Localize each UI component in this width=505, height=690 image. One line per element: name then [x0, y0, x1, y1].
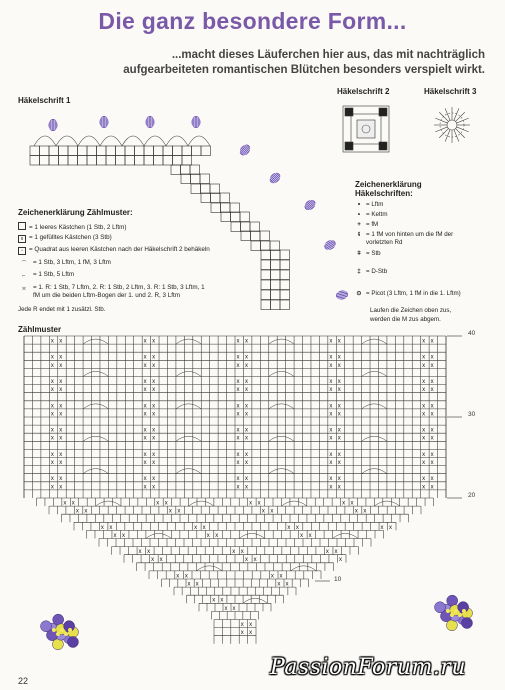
filled-box-mark: x — [236, 338, 240, 345]
haekelschrift-2-label: Häkelschrift 2 — [337, 87, 390, 96]
filled-box-mark: x — [240, 622, 244, 628]
filled-box-mark: x — [236, 387, 240, 394]
filled-box-mark: x — [152, 460, 156, 466]
arch-mark — [83, 436, 108, 441]
filled-box-mark: x — [422, 362, 426, 369]
filled-box-mark: x — [422, 484, 426, 491]
arch-mark — [176, 371, 201, 376]
arch-mark — [83, 339, 108, 344]
row-number-10: 10 — [334, 576, 342, 583]
arch-mark — [269, 339, 294, 344]
subtitle-line-2: aufgearbeiteten romantischen Blütchen besonders verspielt wirkt. — [123, 64, 485, 76]
arch-mark — [269, 371, 294, 376]
filled-box-mark: x — [244, 354, 248, 361]
filled-box-mark: x — [152, 435, 156, 442]
arch-mark — [176, 436, 201, 441]
haekelschrift-2-motif — [343, 106, 389, 152]
arch-mark — [291, 566, 317, 571]
filled-box-mark: x — [143, 379, 147, 385]
filled-box-mark: x — [244, 427, 248, 434]
filled-box-icon: x — [18, 235, 26, 243]
filled-box-mark: x — [389, 524, 393, 531]
arch-mark — [269, 469, 294, 474]
filled-box-mark: x — [59, 403, 63, 410]
filled-box-mark: x — [50, 354, 54, 361]
filled-box-mark: x — [152, 451, 156, 458]
filled-box-mark: x — [59, 379, 63, 385]
filled-box-mark: x — [59, 484, 63, 491]
flower-center — [52, 628, 56, 632]
flower-center — [458, 613, 462, 617]
filled-box-mark: x — [143, 460, 147, 466]
arch-mark — [176, 404, 201, 409]
arch-mark — [269, 436, 294, 441]
legend-item-square: ▫ = Quadrat aus leeren Kästchen nach der Häkelschrift 2 behäkeln — [18, 246, 210, 255]
filled-box-mark: x — [109, 524, 113, 531]
filled-box-mark: x — [249, 630, 253, 637]
legend-haekelschrift-title-1: Zeichenerklärung — [355, 180, 422, 189]
row-number-40: 40 — [468, 330, 476, 337]
filled-box-mark: x — [277, 581, 281, 588]
arch-mark — [176, 339, 201, 344]
filled-box-mark: x — [50, 451, 54, 458]
filled-box-mark: x — [236, 427, 240, 434]
filled-box-mark: x — [270, 508, 274, 515]
filled-box-mark: x — [350, 500, 354, 507]
filled-box-mark: x — [143, 451, 147, 458]
legend-fm-back-cont: vorletzten Rd — [366, 239, 403, 246]
legend-lftm: ∘ = Lftm — [352, 201, 383, 209]
filled-box-mark: x — [337, 362, 341, 369]
filled-box-mark: x — [59, 411, 63, 418]
flower-center — [462, 609, 466, 613]
filled-box-mark: x — [50, 362, 54, 369]
filled-box-mark: x — [84, 508, 88, 515]
filled-box-mark: x — [236, 354, 240, 361]
filled-box-mark: x — [143, 484, 147, 491]
filled-box-mark: x — [329, 451, 333, 458]
filled-box-mark: x — [244, 460, 248, 466]
filled-box-mark: x — [342, 500, 346, 507]
filled-box-mark: x — [249, 500, 253, 507]
filled-box-mark: x — [176, 573, 180, 580]
filled-box-mark: x — [50, 379, 54, 385]
filled-box-mark: x — [244, 484, 248, 491]
filled-box-mark: x — [143, 435, 147, 442]
filled-box-mark: x — [143, 403, 147, 410]
filled-box-mark: x — [59, 362, 63, 369]
filled-box-mark: x — [143, 476, 147, 483]
filled-box-mark: x — [380, 524, 384, 531]
filled-box-mark: x — [236, 403, 240, 410]
filled-box-mark: x — [195, 581, 199, 588]
filled-box-mark: x — [337, 379, 341, 385]
filled-box-mark: x — [279, 573, 283, 580]
filled-box-mark: x — [100, 524, 104, 531]
filled-box-mark: x — [430, 338, 434, 345]
filled-box-mark: x — [143, 427, 147, 434]
page-title: Die ganz besondere Form... — [98, 8, 407, 34]
filled-box-mark: x — [270, 573, 274, 580]
double-crochet-icon: ǂ — [357, 250, 361, 257]
filled-box-mark: x — [236, 362, 240, 369]
filled-box-mark: x — [59, 476, 63, 483]
flower-petal — [434, 602, 445, 613]
filled-box-mark: x — [59, 427, 63, 434]
filled-box-mark: x — [337, 354, 341, 361]
filled-box-mark: x — [59, 338, 63, 345]
filled-box-mark: x — [63, 500, 67, 507]
filled-box-mark: x — [261, 508, 265, 515]
filled-box-mark: x — [152, 387, 156, 394]
filled-box-mark: x — [430, 476, 434, 483]
filled-box-mark: x — [194, 524, 198, 531]
filled-box-mark: x — [59, 435, 63, 442]
filled-box-mark: x — [71, 500, 75, 507]
arch-mark — [176, 469, 201, 474]
filled-box-mark: x — [287, 524, 291, 531]
filled-box-mark: x — [253, 557, 257, 564]
filled-box-mark: x — [232, 605, 236, 612]
legend-picot: ⊙ = Picot (3 Lftm, 1 fM in die 1. Lftm) — [352, 290, 461, 298]
flower-decoration-right — [434, 595, 472, 631]
zaehlmuster-label: Zählmuster — [18, 325, 62, 334]
arch-mark — [83, 371, 108, 376]
filled-box-mark: x — [430, 379, 434, 385]
filled-box-mark: x — [244, 362, 248, 369]
filled-box-mark: x — [329, 387, 333, 394]
filled-box-mark: x — [337, 411, 341, 418]
filled-box-mark: x — [50, 427, 54, 434]
treble-crochet-icon: ‡ — [357, 268, 361, 275]
flower-center — [60, 628, 64, 632]
bar-icon: ⌐ — [22, 273, 26, 279]
flower-center — [454, 609, 458, 613]
filled-box-mark: x — [50, 411, 54, 418]
flower-center — [56, 632, 60, 636]
filled-box-mark: x — [121, 532, 125, 539]
filled-box-mark: x — [236, 484, 240, 491]
filled-box-mark: x — [220, 597, 224, 604]
row-number-30: 30 — [468, 411, 476, 418]
filled-box-mark: x — [430, 354, 434, 361]
filled-box-mark: x — [329, 403, 333, 410]
flower-center — [68, 628, 72, 632]
filled-box-mark: x — [236, 476, 240, 483]
filled-box-mark: x — [143, 411, 147, 418]
legend-dstb: ‡ = D-Stb — [352, 268, 387, 276]
filled-box-mark: x — [240, 549, 244, 556]
legend-fm-back: ŧ = 1 fM von hinten um die fM der — [352, 231, 453, 239]
filled-box-mark: x — [212, 597, 216, 604]
filled-box-mark: x — [143, 354, 147, 361]
subtitle-line-1: ...macht dieses Läuferchen hier aus, das mit nachträglich — [171, 49, 485, 61]
square-motif-icon: ▫ — [18, 247, 26, 255]
flower-petal — [40, 621, 51, 632]
filled-box-mark: x — [50, 484, 54, 491]
filled-box-mark: x — [422, 379, 426, 385]
filled-box-mark: x — [143, 387, 147, 394]
filled-box-mark: x — [232, 549, 236, 556]
filled-box-mark: x — [152, 379, 156, 385]
filled-box-mark: x — [215, 532, 219, 539]
filled-box-mark: x — [325, 549, 329, 556]
filled-box-mark: x — [59, 387, 63, 394]
filled-box-mark: x — [236, 460, 240, 466]
filled-box-mark: x — [329, 476, 333, 483]
filled-box-mark: x — [363, 508, 367, 515]
filled-box-mark: x — [337, 484, 341, 491]
filled-box-mark: x — [152, 411, 156, 418]
filled-box-mark: x — [50, 387, 54, 394]
filled-box-mark: x — [152, 484, 156, 491]
filled-box-mark: x — [59, 354, 63, 361]
filled-box-mark: x — [236, 411, 240, 418]
filled-box-mark: x — [244, 338, 248, 345]
filled-box-mark: x — [156, 500, 160, 507]
loop-icon: ≍ — [21, 286, 27, 292]
filled-box-mark: x — [422, 354, 426, 361]
arch-mark — [146, 533, 171, 538]
filled-box-mark: x — [50, 435, 54, 442]
filled-box-mark: x — [329, 460, 333, 466]
arch-mark — [189, 501, 214, 506]
filled-box-mark: x — [236, 435, 240, 442]
filled-box-mark: x — [152, 362, 156, 369]
filled-box-mark: x — [244, 403, 248, 410]
filled-box-mark: x — [300, 532, 304, 539]
filled-box-mark: x — [236, 451, 240, 458]
filled-box-mark: x — [422, 387, 426, 394]
filled-box-mark: x — [143, 338, 147, 345]
filled-box-mark: x — [244, 476, 248, 483]
filled-box-mark: x — [244, 435, 248, 442]
filled-box-mark: x — [430, 451, 434, 458]
filled-box-mark: x — [285, 581, 289, 588]
arch-icon: ⌒ — [21, 261, 27, 267]
legend-right-note-1: Laufen die Zeichen oben zus, — [370, 307, 452, 314]
filled-box-mark: x — [430, 435, 434, 442]
watermark: PassionForum.ru — [270, 655, 466, 680]
filled-box-mark: x — [244, 379, 248, 385]
flower-bell-icon — [335, 290, 348, 301]
filled-box-mark: x — [152, 476, 156, 483]
filled-box-mark: x — [422, 460, 426, 466]
flower-bell-icon — [100, 116, 109, 128]
filled-box-mark: x — [151, 557, 155, 564]
flower-center — [446, 609, 450, 613]
filled-box-mark: x — [422, 476, 426, 483]
haekelschrift-3-motif — [434, 107, 470, 143]
arch-mark — [362, 339, 387, 344]
arch-mark — [362, 371, 387, 376]
filled-box-mark: x — [430, 362, 434, 369]
filled-box-mark: x — [244, 387, 248, 394]
filled-box-mark: x — [422, 427, 426, 434]
filled-box-mark: x — [59, 460, 63, 466]
filled-box-mark: x — [159, 557, 163, 564]
filled-box-mark: x — [206, 532, 210, 539]
filled-box-mark: x — [329, 427, 333, 434]
legend-right-note-2: werden die M zus abgem. — [370, 316, 441, 323]
filled-box-mark: x — [337, 387, 341, 394]
filled-box-mark: x — [143, 362, 147, 369]
flower-bell-icon — [238, 143, 253, 158]
filled-box-mark: x — [244, 451, 248, 458]
filled-box-mark: x — [240, 630, 244, 637]
slip-stitch-icon: • — [357, 211, 361, 218]
chain-icon: ∘ — [357, 201, 361, 208]
filled-box-mark: x — [334, 549, 338, 556]
filled-box-mark: x — [337, 460, 341, 466]
filled-box-mark: x — [329, 354, 333, 361]
arch-mark — [239, 533, 264, 538]
filled-box-mark: x — [308, 532, 312, 539]
filled-box-mark: x — [224, 605, 228, 612]
legend-fm: + = fM — [352, 221, 378, 229]
filled-box-mark: x — [164, 500, 168, 507]
legend-haekelschrift-title-2: Häkelschriften: — [355, 189, 413, 198]
flower-decoration-left — [40, 614, 78, 650]
filled-box-mark: x — [338, 557, 342, 564]
arch-mark — [281, 501, 306, 506]
filled-box-mark: x — [295, 524, 299, 531]
filled-box-mark: x — [430, 387, 434, 394]
filled-box-mark: x — [337, 403, 341, 410]
filled-box-mark: x — [329, 484, 333, 491]
filled-box-mark: x — [430, 460, 434, 466]
filled-box-mark: x — [337, 451, 341, 458]
filled-box-mark: x — [152, 427, 156, 434]
arch-mark — [196, 566, 222, 571]
legend-item-empty-box: = 1 leeres Kästchen (1 Stb, 2 Lftm) — [18, 222, 126, 232]
filled-box-mark: x — [430, 484, 434, 491]
legend-note: Jede R endet mit 1 zusätzl. Stb. — [18, 306, 106, 313]
filled-box-mark: x — [329, 362, 333, 369]
filled-box-mark: x — [113, 532, 117, 539]
arch-mark — [83, 469, 108, 474]
flower-bell-icon — [192, 116, 201, 128]
page-number: 22 — [18, 676, 29, 686]
filled-box-mark: x — [249, 622, 253, 628]
flower-petal — [447, 595, 458, 606]
filled-box-mark: x — [422, 338, 426, 345]
filled-box-mark: x — [245, 557, 249, 564]
filled-box-mark: x — [430, 427, 434, 434]
flower-petal — [461, 618, 472, 629]
arch-mark — [333, 533, 358, 538]
filled-box-mark: x — [337, 338, 341, 345]
filled-box-mark: x — [430, 403, 434, 410]
filled-box-mark: x — [354, 508, 358, 515]
filled-box-mark: x — [147, 549, 151, 556]
picot-icon: ⊙ — [356, 290, 362, 297]
filled-box-mark: x — [50, 338, 54, 345]
filled-box-mark: x — [430, 411, 434, 418]
haekelschrift-1-label: Häkelschrift 1 — [18, 96, 71, 105]
filled-box-mark: x — [337, 435, 341, 442]
single-crochet-icon: + — [357, 221, 361, 228]
filled-box-mark: x — [168, 508, 172, 515]
filled-box-mark: x — [187, 581, 191, 588]
filled-box-mark: x — [337, 427, 341, 434]
arch-mark — [362, 436, 387, 441]
arch-mark — [269, 404, 294, 409]
filled-box-mark: x — [202, 524, 206, 531]
filled-box-mark: x — [329, 338, 333, 345]
arch-mark — [243, 598, 267, 603]
flower-bell-icon — [303, 198, 318, 213]
arch-mark — [362, 469, 387, 474]
flower-bell-icon — [268, 171, 283, 186]
filled-box-mark: x — [50, 476, 54, 483]
flower-center — [64, 632, 68, 636]
flower-bell-icon — [146, 116, 155, 128]
legend-zaehlmuster-title: Zeichenerklärung Zählmuster: — [18, 208, 133, 217]
filled-box-mark: x — [177, 508, 181, 515]
zaehlmuster-grid — [24, 336, 446, 644]
legend-item-bar: ⌐ = 1 Stb, 5 Lftm — [18, 271, 74, 279]
row-number-20: 20 — [468, 492, 476, 499]
filled-box-mark: x — [244, 411, 248, 418]
filled-box-mark: x — [422, 435, 426, 442]
filled-box-mark: x — [152, 338, 156, 345]
legend-item-loop-cont: fM um die beiden Lftm-Bogen der 1. und 2. R, 3 Lftm — [33, 292, 181, 299]
flower-petal — [53, 614, 64, 625]
legend-kettm: • = Kettm — [352, 211, 388, 219]
flower-bell-icon — [323, 238, 338, 252]
filled-box-mark: x — [184, 573, 188, 580]
legend-stb: ǂ = Stb — [352, 250, 381, 258]
flower-petal — [67, 637, 78, 648]
filled-box-mark: x — [138, 549, 142, 556]
filled-box-mark: x — [236, 379, 240, 385]
arch-mark — [96, 501, 121, 506]
filled-box-mark: x — [422, 451, 426, 458]
filled-box-mark: x — [152, 403, 156, 410]
haekelschrift-3-label: Häkelschrift 3 — [424, 87, 477, 96]
arch-mark — [374, 501, 399, 506]
filled-box-mark: x — [329, 435, 333, 442]
filled-box-mark: x — [50, 460, 54, 466]
filled-box-mark: x — [329, 379, 333, 385]
legend-item-arch: ⌒ = 1 Stb, 3 Lftm, 1 fM, 3 Lftm — [18, 259, 111, 267]
flower-bell-icon — [49, 119, 58, 131]
filled-box-mark: x — [59, 451, 63, 458]
filled-box-mark: x — [152, 354, 156, 361]
arch-mark — [83, 404, 108, 409]
back-post-icon: ŧ — [357, 231, 361, 238]
flower-center — [450, 613, 454, 617]
empty-box-icon — [18, 222, 26, 230]
filled-box-mark: x — [422, 403, 426, 410]
filled-box-mark: x — [337, 476, 341, 483]
filled-box-mark: x — [257, 500, 261, 507]
legend-item-filled-box: x = 1 gefülltes Kästchen (3 Stb) — [18, 234, 112, 243]
arch-mark — [362, 404, 387, 409]
filled-box-mark: x — [50, 403, 54, 410]
legend-item-loop: ≍ = 1. R: 1 Stb, 7 Lftm, 2. R: 1 Stb, 2 Lftm, 3. R: 1 Stb, 3 Lftm, 1 — [18, 284, 205, 292]
filled-box-mark: x — [422, 411, 426, 418]
filled-box-mark: x — [75, 508, 79, 515]
filled-box-mark: x — [329, 411, 333, 418]
